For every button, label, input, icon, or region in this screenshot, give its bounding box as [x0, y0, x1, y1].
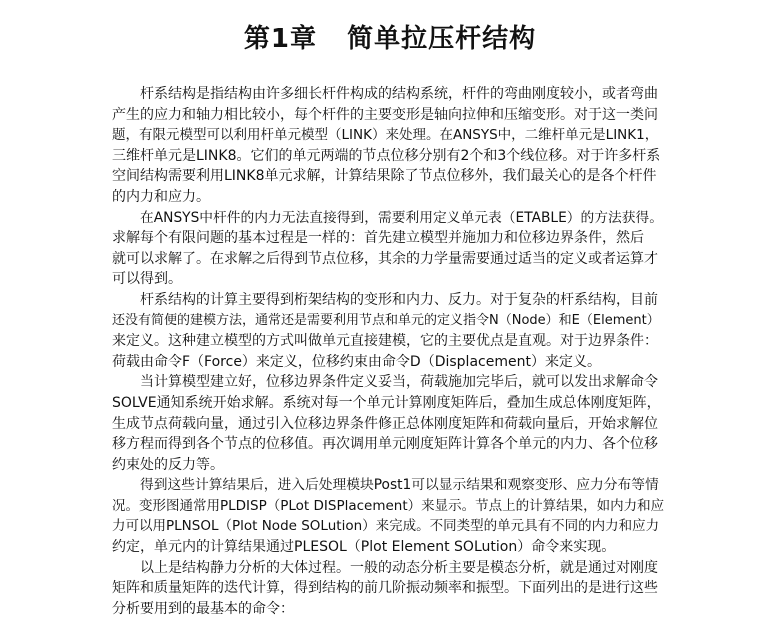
- text-line-content: 杆系结构的计算主要得到桁架结构的变形和内力、反力。对于复杂的杆系结构，目前: [140, 291, 658, 308]
- text-line-content: 就可以求解了。在求解之后得到节点位移，其余的力学量需要通过适当的定义或者运算才: [112, 250, 658, 267]
- text-line: [112, 455, 672, 476]
- text-line: [112, 393, 672, 414]
- text-line-content: 题，有限元模型可以利用杆单元模型（LINK）来处理。在ANSYS中，二维杆单元是LINK1，: [112, 127, 659, 144]
- text-line: [112, 249, 672, 270]
- text-line: [112, 558, 672, 579]
- text-line: [112, 516, 672, 537]
- text-line: [112, 599, 672, 619]
- text-line-content: 产生的应力和轴力相比较小，每个杆件的主要变形是轴向拉伸和压缩变形。对于这一类问: [112, 106, 658, 123]
- text-line-content: 约定，单元内的计算结果通过PLESOL（Plot Element SOLution）命令来实现。: [112, 539, 616, 556]
- text-line-content: 况。变形图通常用PLDISP（PLot DISPlacement）来显示。节点上的计算结果，如内力和应: [112, 497, 665, 514]
- document-body: [112, 84, 672, 619]
- text-line: [112, 290, 672, 311]
- text-line-content: 约束处的反力等。: [112, 456, 224, 473]
- text-line: [112, 496, 672, 517]
- text-line: [112, 352, 672, 373]
- text-line-content: 三维杆单元是LINK8。它们的单元两端的节点位移分别有2个和3个线位移。对于许多杆系: [112, 147, 661, 164]
- text-line-content: 矩阵和质量矩阵的迭代计算，得到结构的前几阶振动频率和振型。下面列出的是进行这些: [112, 580, 658, 597]
- text-line-content: 力可以用PLNSOL（Plot Node SOLution）来完成。不同类型的单元具有不同的内力和应力: [112, 518, 660, 535]
- text-line-content: 以上是结构静力分析的大体过程。一般的动态分析主要是模态分析，就是通过对刚度: [140, 559, 658, 576]
- text-line-content: 生成节点荷载向量，通过引入位移边界条件修正总体刚度矩阵和荷载向量后，开始求解位: [112, 415, 658, 432]
- text-line: [112, 414, 672, 435]
- text-line-content: 分析要用到的最基本的命令：: [112, 600, 294, 617]
- text-line-content: 杆系结构是指结构由许多细长杆件构成的结构系统，杆件的弯曲刚度较小，或者弯曲: [140, 86, 658, 102]
- text-line: [112, 578, 672, 599]
- text-line-content: SOLVE通知系统开始求解。系统对每一个单元计算刚度矩阵后，叠加生成总体刚度矩阵，: [112, 394, 661, 411]
- text-line: [112, 166, 672, 187]
- text-line: [112, 475, 672, 496]
- text-line: [112, 105, 672, 126]
- text-line: [112, 434, 672, 455]
- text-line: [112, 125, 672, 146]
- text-line-content: 在ANSYS中杆件的内力无法直接得到，需要利用定义单元表（ETABLE）的方法获得。: [140, 209, 664, 226]
- text-line-content: 荷载由命令F（Force）来定义，位移约束由命令D（Displacement）来定义。: [112, 353, 601, 370]
- text-line-content: 当计算模型建立好，位移边界条件定义妥当，荷载施加完毕后，就可以发出求解命令: [140, 374, 658, 391]
- text-line-content: 来定义。这种建立模型的方式叫做单元直接建模，它的主要优点是直观。对于边界条件：: [112, 333, 658, 350]
- text-line-content: 空间结构需要利用LINK8单元求解，计算结果除了节点位移外，我们最关心的是各个杆件: [112, 168, 657, 185]
- text-line-content: 可以得到。: [112, 271, 182, 288]
- text-line: [112, 187, 672, 208]
- text-line: [112, 311, 672, 332]
- chapter-title: 第1章 简单拉压杆结构: [243, 24, 537, 54]
- text-line: [112, 372, 672, 393]
- text-line: [112, 84, 672, 105]
- text-line-content: 求解每个有限问题的基本过程是一样的：首先建立模型并施加力和位移边界条件，然后: [112, 230, 644, 247]
- text-line-content: 的内力和应力。: [112, 188, 210, 205]
- text-line: [112, 146, 672, 167]
- text-line: [112, 331, 672, 352]
- text-line: [112, 269, 672, 290]
- text-line-content: 移方程而得到各个节点的位移值。再次调用单元刚度矩阵计算各个单元的内力、各个位移: [112, 436, 658, 453]
- text-line-content: 还没有简便的建模方法，通常还是需要利用节点和单元的定义指令N（Node）和E（Element）: [112, 312, 660, 328]
- text-line: [112, 537, 672, 558]
- text-line: [112, 208, 672, 229]
- text-line-content: 得到这些计算结果后，进入后处理模块Post1可以显示结果和观察变形、应力分布等情: [140, 477, 659, 494]
- text-line: [112, 228, 672, 249]
